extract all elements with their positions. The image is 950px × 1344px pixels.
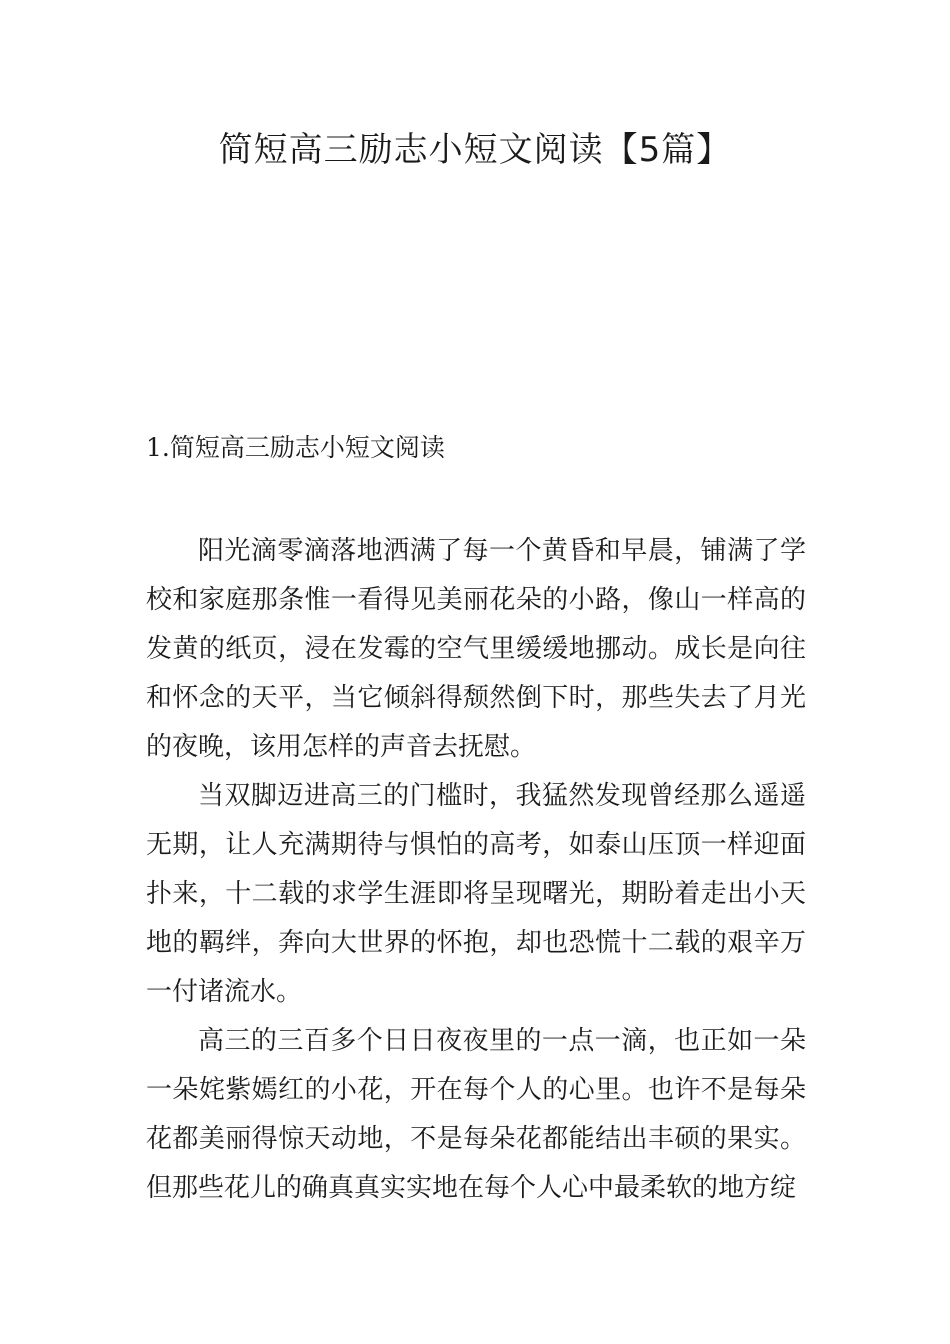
document-title: 简短高三励志小短文阅读【5篇】 bbox=[218, 130, 732, 170]
paragraph: 高三的三百多个日日夜夜里的一点一滴，也正如一朵一朵姹紫嫣红的小花，开在每个人的心里。也许不是每朵花都美丽得惊天动地，不是每朵花都能结出丰硕的果实。但那些花儿的确真真实实地在每个人心中最柔软的地方绽 bbox=[146, 1026, 806, 1203]
paragraph: 阳光滴零滴落地洒满了每一个黄昏和早晨，铺满了学校和家庭那条惟一看得见美丽花朵的小路，像山一样高的发黄的纸页，浸在发霉的空气里缓缓地挪动。成长是向往和怀念的天平，当它倾斜得颓然倒下时，那些失去了月光的夜晚，该用怎样的声音去抚慰。 bbox=[146, 536, 806, 762]
paragraph: 当双脚迈进高三的门槛时，我猛然发现曾经那么遥遥无期，让人充满期待与惧怕的高考，如泰山压顶一样迎面扑来，十二载的求学生涯即将呈现曙光，期盼着走出小天地的羁绊，奔向大世界的怀抱，却也恐慌十二载的艰辛万一付诸流水。 bbox=[146, 781, 806, 1007]
section-heading: 1.简短高三励志小短文阅读 bbox=[146, 433, 445, 462]
body-text bbox=[146, 527, 806, 1213]
